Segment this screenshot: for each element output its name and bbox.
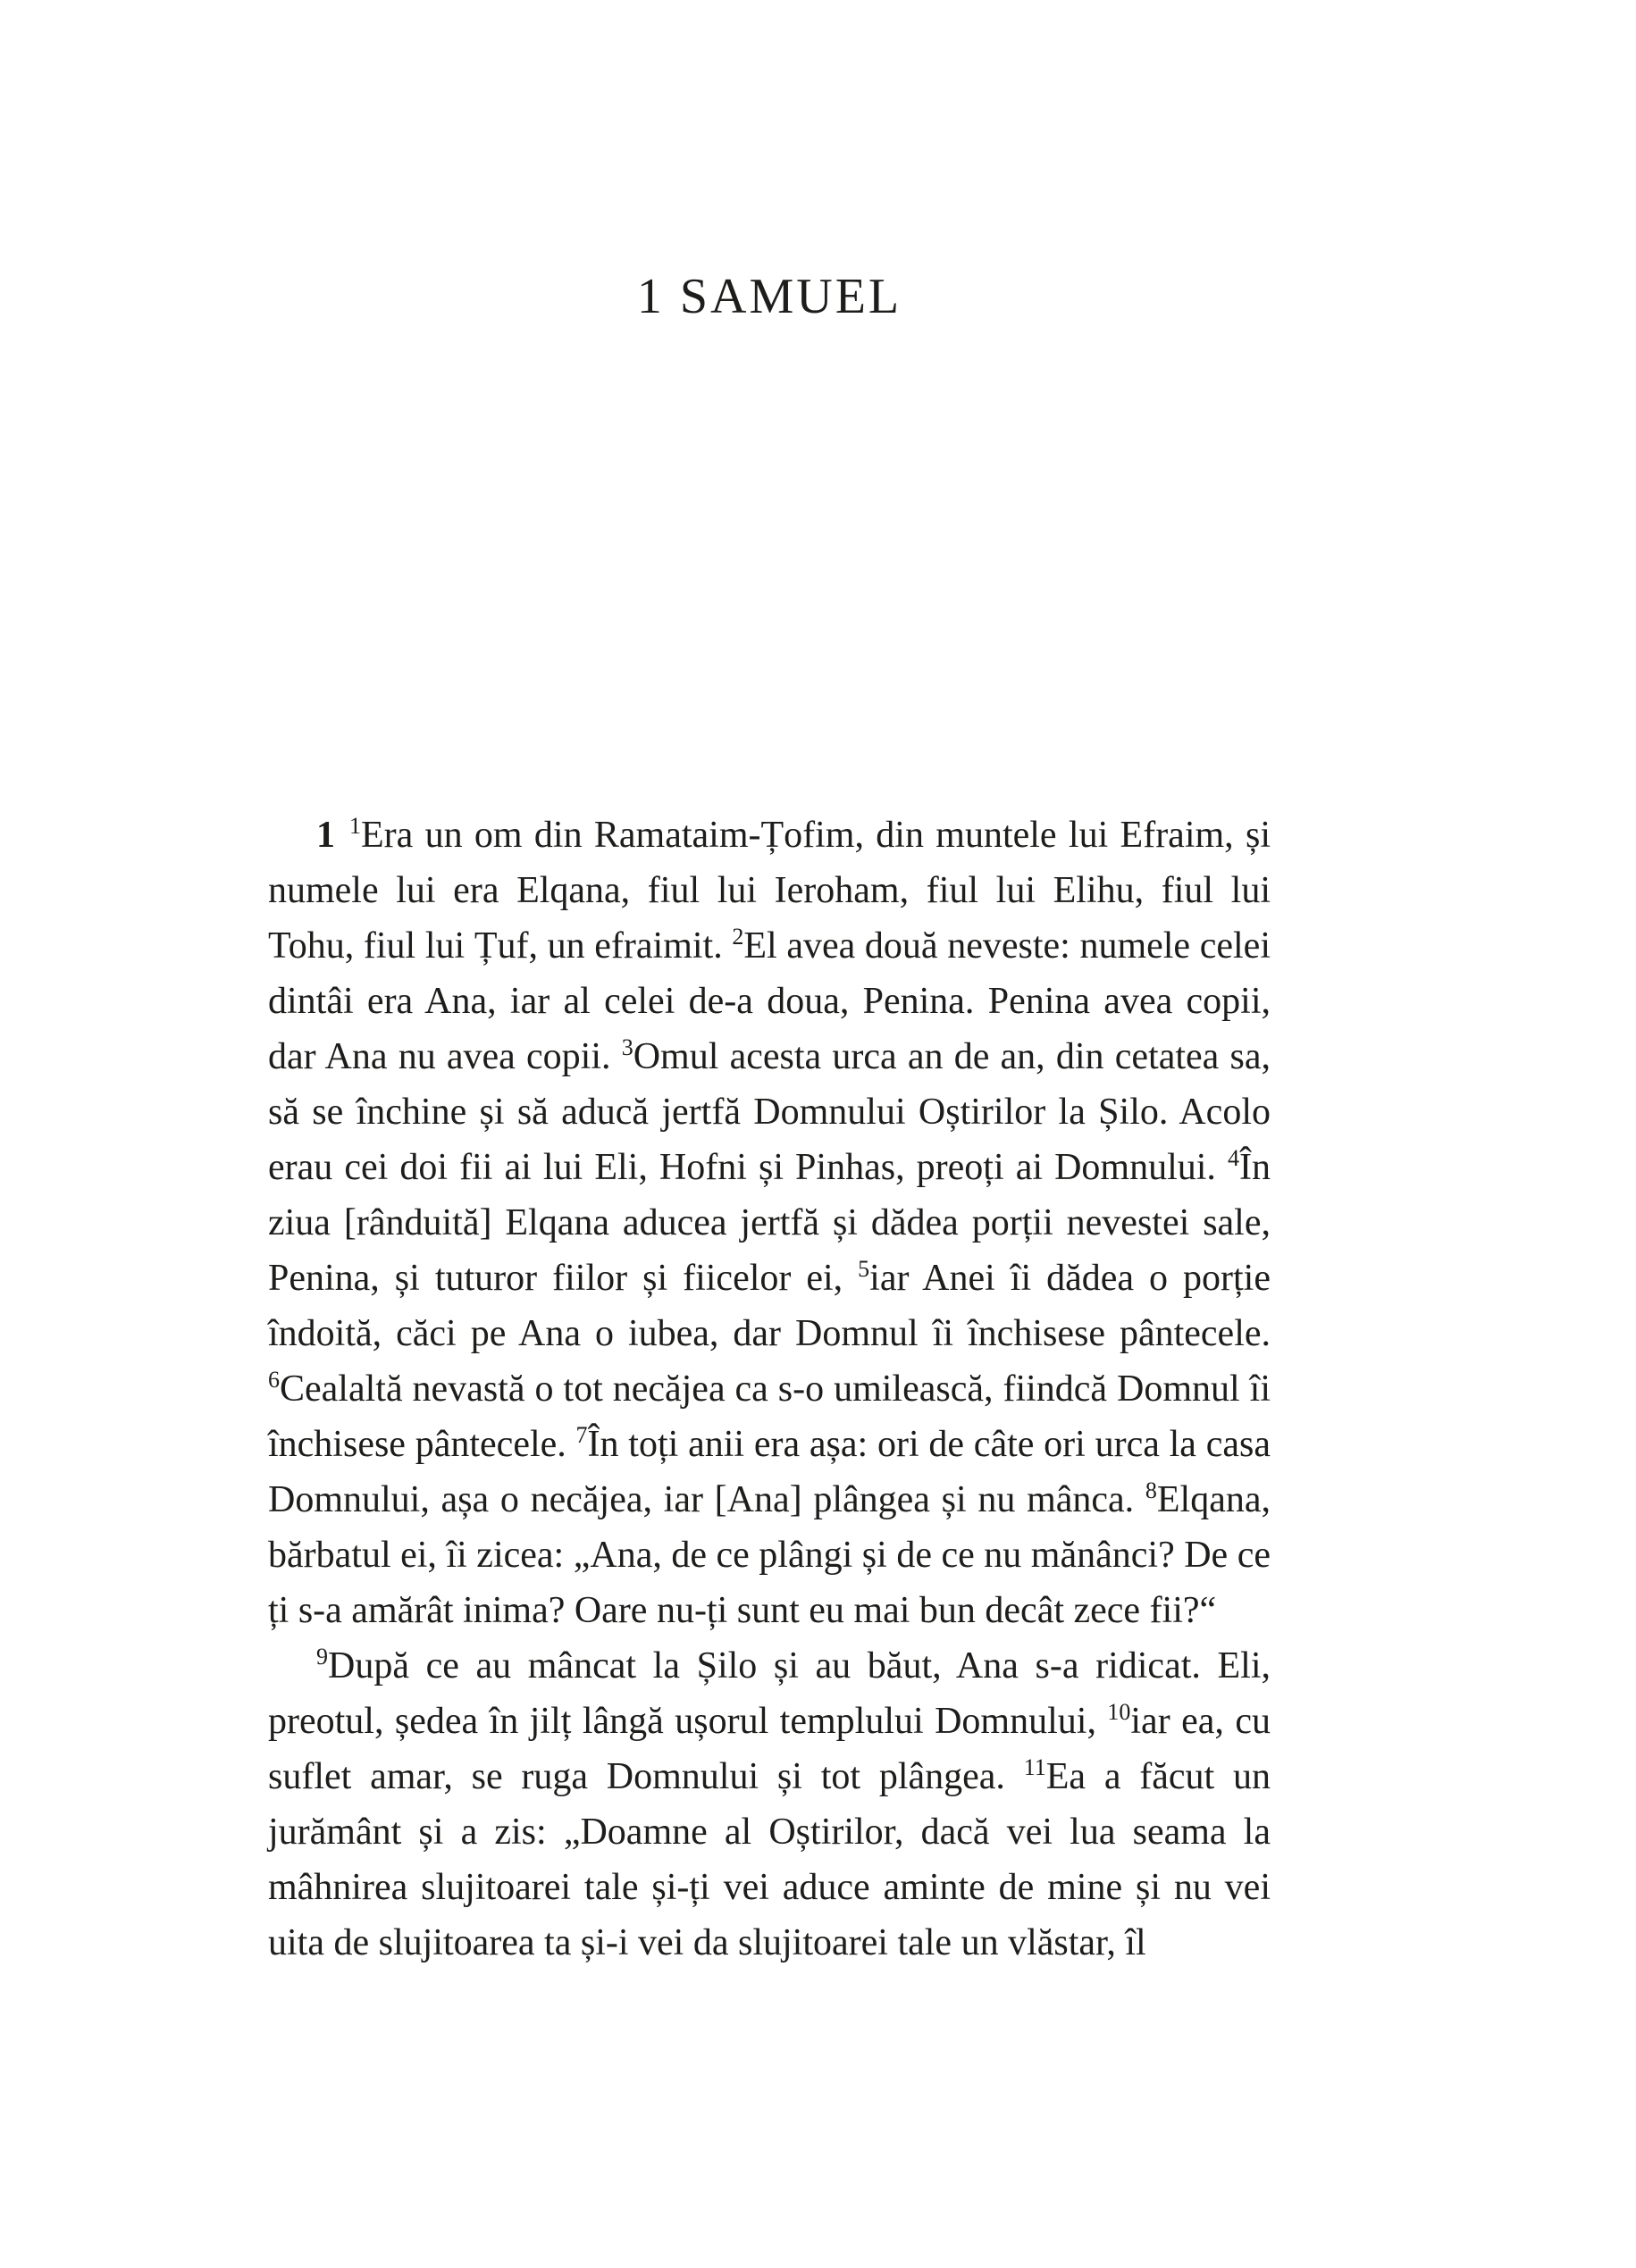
verse-number: 5: [858, 1256, 870, 1282]
body-text: [268, 808, 1271, 1971]
verse-number: 1: [349, 813, 361, 839]
verse-number: 11: [1023, 1754, 1046, 1780]
verse-number: 2: [732, 924, 744, 950]
paragraph: 1 $^1$Era un om din Ramataim-Țofim, din muntele lui Efraim, și numele lui era Elqana, fiul lui Ieroham, fiul lui Elihu, fiul lui Tohu, fiul lui Țuf, un efraimit. $^2$El avea două neveste: numele celei dintâi era Ana, iar al celei de-a doua, Penina. Penina avea copii, dar Ana nu avea copii. $^3$Omul acesta urca an de an, din cetatea sa, să se închine și să aducă jertfă Domnului Oștirilor la Șilo. Acolo erau cei doi fii ai lui Eli, Hofni și Pinhas, preoți ai Domnului. $^4$În ziua [rânduită] Elqana aducea jertfă și dădea porții nevestei sale, Penina, și tuturor fiilor și fiicelor ei, $^5$iar Anei îi dădea o porție îndoită, căci pe Ana o iubea, dar Domnul îi închisese pântecele. $^6$Cealaltă nevastă o tot necăjea ca s-o umilească, fiindcă Domnul îi închisese pântecele. $^7$În toți anii era așa: ori de câte ori urca la casa Domnului, așa o necăjea, iar [Ana] plângea și nu mânca. $^8$Elqana, bărbatul ei, îi zicea: „Ana, de ce plângi și de ce nu mănânci? De ce ți s-a amărât inima? Oare nu-ți sunt eu mai bun decât zece fii?“: [268, 813, 1271, 1631]
verse-number: 9: [316, 1644, 328, 1670]
paragraph: $^9$După ce au mâncat la Șilo și au băut, Ana s-a ridicat. Eli, preotul, ședea în jilț lângă ușorul templului Domnului, $^{10}$iar ea, cu suflet amar, se ruga Domnului și tot plângea. $^{11}$Ea a făcut un jurământ și a zis: „Doamne al Oștirilor, dacă vei lua seama la mâhnirea slujitoarei tale și-ți vei aduce aminte de mine și nu vei uita de slujitoarea ta și-i vei da slujitoarei tale un vlăstar, îl: [268, 1644, 1271, 1963]
chapter-number: 1: [316, 815, 335, 856]
verse-number: 7: [575, 1422, 588, 1448]
verse-number: 4: [1228, 1145, 1239, 1171]
page-title: 1 SAMUEL: [636, 269, 902, 324]
verse-number: 8: [1145, 1477, 1157, 1503]
verse-number: 3: [621, 1034, 633, 1060]
verse-number: 6: [268, 1367, 280, 1393]
verse-number: 10: [1107, 1699, 1131, 1725]
